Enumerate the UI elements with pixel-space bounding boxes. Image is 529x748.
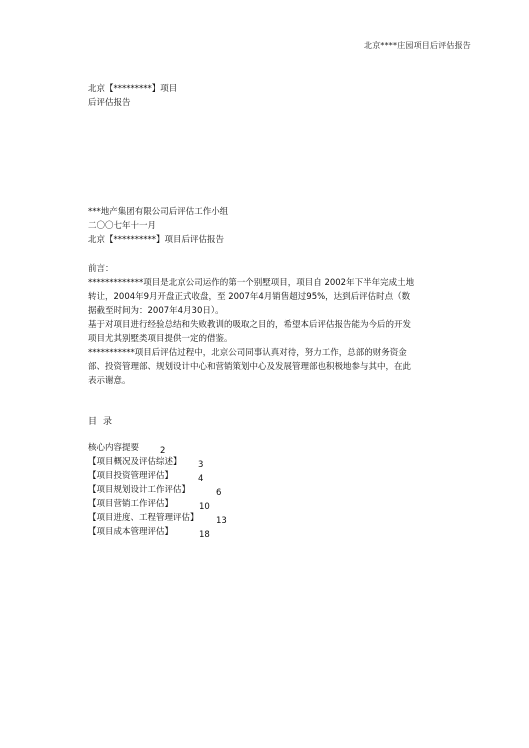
toc-entry-page: 18	[199, 530, 210, 540]
preface-paragraph-3	[88, 346, 448, 388]
preface-line: 据截至时间为：2007年4月30日）。	[88, 306, 224, 316]
toc-entry-label: 【项目成本管理评估】	[88, 527, 174, 537]
toc-entry-page: 6	[216, 488, 222, 498]
toc-entry[interactable]	[88, 441, 199, 455]
toc-entry-label: 【项目进度、工程管理评估】	[88, 513, 199, 523]
toc-entry-page: 4	[198, 474, 204, 484]
author-organization: ***地产集团有限公司后评估工作小组	[88, 207, 229, 217]
toc-entry-page: 10	[199, 502, 210, 512]
preface-line: 表示谢意。	[88, 376, 131, 386]
toc-entry-label: 【项目概况及评估综述】	[88, 457, 182, 467]
preface-line: 项目尤其别墅类项目提供一定的借鉴。	[88, 334, 233, 344]
title-line-2: 后评估报告	[88, 98, 131, 108]
toc-entry[interactable]	[88, 455, 204, 470]
toc-entry[interactable]	[88, 525, 210, 540]
toc-entry-label: 核心内容提要	[88, 443, 140, 453]
toc-entry-page: 3	[198, 460, 204, 470]
running-header: 北京****庄园项目后评估报告	[364, 41, 471, 50]
toc-entry-label: 【项目投资管理评估】	[88, 471, 174, 481]
preface-line: *************项目是北京公司运作的第一个别墅项目，项目自 2002年下半年完成土地	[88, 278, 415, 288]
toc-entry-label: 【项目规划设计工作评估】	[88, 485, 191, 495]
preface-paragraph-1	[88, 276, 448, 318]
toc-entry[interactable]	[88, 483, 222, 498]
toc-entry[interactable]	[88, 497, 210, 512]
report-name: 北京【**********】项目后评估报告	[88, 235, 225, 245]
toc-entry-page: 13	[216, 516, 227, 526]
preface-section	[88, 262, 448, 388]
report-title	[88, 82, 177, 110]
preface-line: ***********项目后评估过程中，北京公司同事认真对待，努力工作，总部的财务资金	[88, 348, 407, 358]
toc-entry[interactable]	[88, 469, 204, 484]
preface-line: 基于对项目进行经验总结和失败教训的吸取之目的，希望本后评估报告能为今后的开发	[88, 320, 412, 330]
table-of-contents	[88, 441, 227, 540]
toc-entry-label: 【项目营销工作评估】	[88, 499, 174, 509]
title-line-1: 北京【*********】项目	[88, 84, 178, 94]
preface-line: 转让，2004年9月开盘正式收盘，至 2007年4月销售超过95%，达到后评估时点（数	[88, 292, 411, 302]
toc-heading: 目录	[88, 417, 119, 427]
author-block	[88, 205, 228, 247]
preface-heading: 前言：	[88, 264, 114, 274]
preface-paragraph-2	[88, 318, 448, 346]
toc-entry[interactable]	[88, 511, 227, 526]
preface-line: 部、投资管理部、规划设计中心和营销策划中心及发展管理部也积极地参与其中，在此	[88, 362, 412, 372]
toc-entry-page: 2	[160, 446, 166, 456]
report-date: 二〇〇七年十一月	[88, 221, 157, 231]
